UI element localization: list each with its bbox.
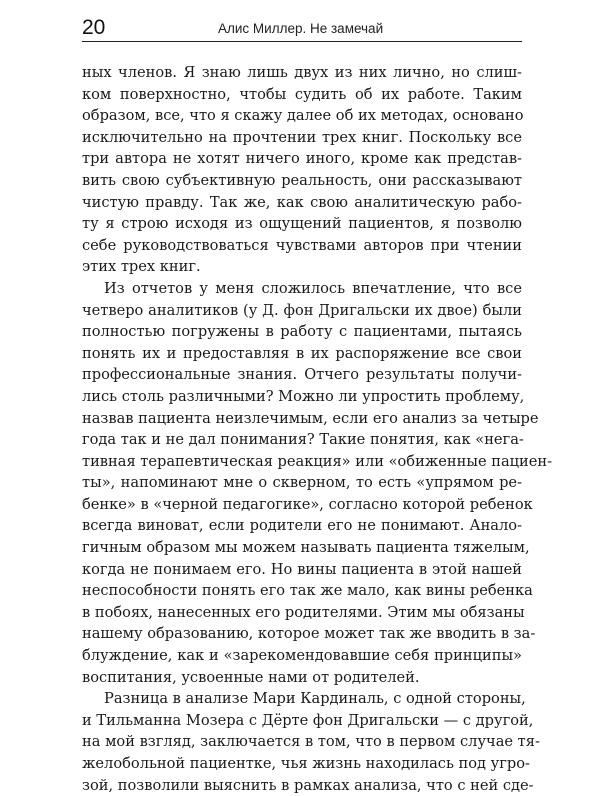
paragraph-3	[82, 688, 540, 796]
text-line: лись столь различными? Можно ли упростить проблему,	[82, 387, 525, 405]
text-line: воспитания, усвоенные нами от родителей.	[82, 668, 420, 686]
text-line: в побоях, нанесенных его родителями. Этим мы обязаны	[82, 603, 525, 621]
page-number: 20	[82, 16, 106, 39]
text-line: всегда виноват, если родители его не понимают. Анало-	[82, 517, 522, 535]
text-line: и Тильманна Мозера с Дёрте фон Дригальски — с другой,	[82, 711, 534, 729]
text-line: зой, позволили выяснить в рамках анализа, что с ней сде-	[82, 776, 534, 794]
text-line: ту я строю исходя из ощущений пациентов, я позволю	[82, 215, 522, 233]
text-line: ных членов. Я знаю лишь двух из них лично, но слиш-	[82, 64, 522, 81]
text-line: вить свою субъективную реальность, они рассказывают	[82, 171, 522, 189]
paragraph-2	[82, 278, 553, 688]
text-line: ком поверхностно, чтобы судить об их работе. Таким	[82, 85, 522, 103]
text-line: года так и не дал понимания? Такие понятия, как «нега-	[82, 431, 524, 449]
text-line: исключительно на прочтении трех книг. Поскольку все	[82, 128, 522, 146]
page-header	[82, 14, 522, 42]
text-line: профессиональные знания. Отчего результаты получи-	[82, 366, 522, 384]
text-line: три автора не хотят ничего иного, кроме как представ-	[82, 150, 522, 168]
text-line: желобольной пациентке, чья жизнь находилась под угро-	[82, 755, 530, 772]
text-line: блуждение, как и «зарекомендовавшие себя принципы»	[82, 647, 522, 665]
text-line: Разница в анализе Мари Кардиналь, с одной стороны,	[104, 690, 526, 708]
text-line: себе руководствоваться чувствами авторов при чтении	[82, 236, 522, 254]
running-head: Алис Миллер. Не замечай	[218, 21, 384, 36]
body-text	[82, 62, 553, 796]
text-line: когда не понимаем его. Но вины пациента в этой нашей	[82, 560, 522, 578]
text-line: Из отчетов у меня сложилось впечатление, что все	[104, 279, 522, 297]
text-line: чистую правду. Так же, как свою аналитическую рабо-	[82, 193, 522, 211]
text-line: понять их и предоставляя в их распоряжение все свои	[82, 344, 522, 362]
header-rule	[82, 41, 522, 42]
text-line: четверо аналитиков (у Д. фон Дригальски их двое) были	[82, 301, 522, 319]
text-line: нашему образованию, которое может так же вводить в за-	[82, 625, 536, 643]
text-line: тивная терапевтическая реакция» или «обиженные пациен-	[82, 452, 553, 470]
text-line: ты», напоминают мне о скверном, то есть «упрямом ре-	[82, 474, 522, 492]
text-line: бенке» в «черной педагогике», согласно которой ребенок	[82, 495, 533, 513]
text-line: назвав пациента неизлечимым, если его анализ за четыре	[82, 409, 539, 427]
text-line: этих трех книг.	[82, 258, 201, 276]
text-line: гичным образом мы можем называть пациента тяжелым,	[82, 539, 530, 557]
text-line: образом, все, что я скажу далее об их методах, основано	[82, 107, 524, 125]
text-line: неспособности понять его так же мало, как вины ребенка	[82, 582, 533, 600]
text-line: полностью погружены в работу с пациентами, пытаясь	[82, 323, 522, 341]
text-line: на мой взгляд, заключается в том, что в первом случае тя-	[82, 733, 540, 751]
paragraph-1	[82, 62, 522, 278]
